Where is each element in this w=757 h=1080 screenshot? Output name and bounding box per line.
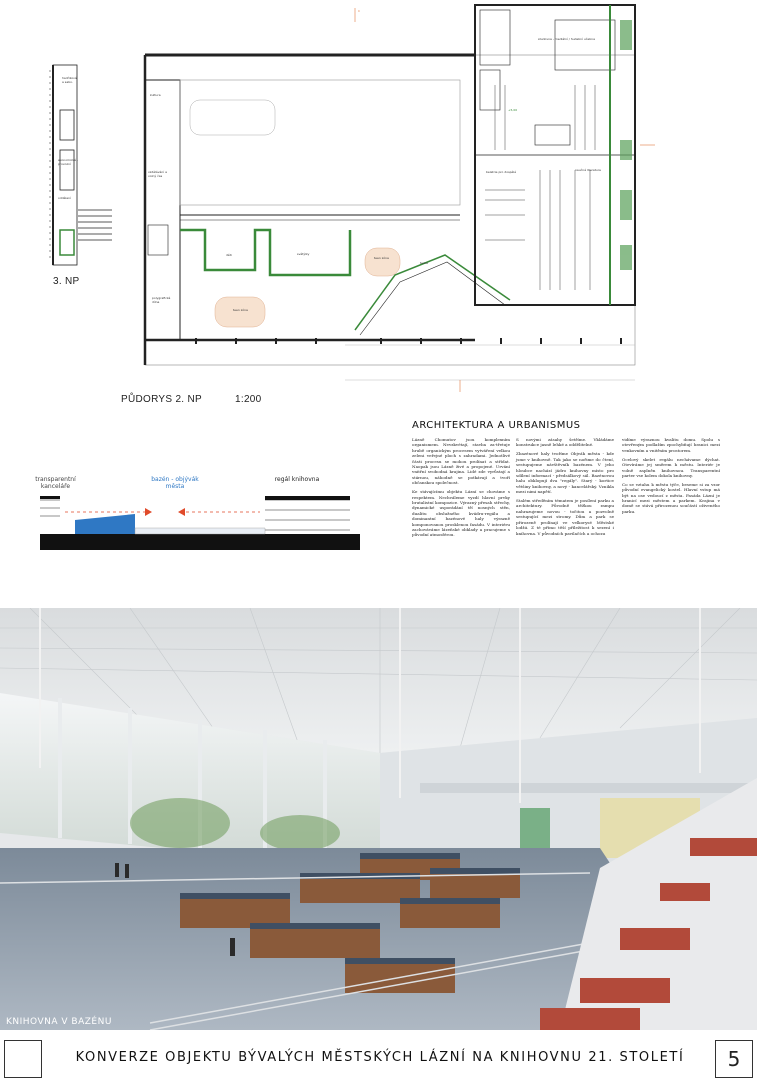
article-paragraph: Stalém středěním tématem je posílení parku a architektury. Původně těžkou rampu nahrazujeme novou - točitou a pozvolně sestupující mezi stromy. Dům a park se přirozeně prolínají ve velkorysé Městské lodžii. Z té přímo těší příležitost k sezení i knihovna. V původních pavilačích a ochozu — [516, 498, 614, 536]
label-tretina: terka — [420, 261, 428, 265]
article-paragraph: Co se vztahu k městu týče, beseme si za vzor původní evangelický kostel. Hlavní vstup má být na ose vedoucí z města. Fasáda Lázní je hranicí mezi městem a parkem. Krajina v domě se stává přirozenou součástí oživeného parku. — [622, 481, 720, 514]
second-floor-caption: PŮDORYS 2. NP — [121, 394, 202, 405]
article-paragraph: vidíme výraznou kvalitu domu. Spolu s otevřeným podlažím zpochybňují hranici mezi venkovním a vnitřním prostorem. — [622, 437, 720, 453]
label-level: +5,00 — [508, 108, 518, 112]
section-label-center: bazén - objývák města — [151, 476, 199, 490]
label-3np-mid: ekonomická - provozní — [58, 158, 79, 166]
label-teen-2: teen zóna — [233, 308, 248, 312]
label-naucna: naučná literatura — [575, 168, 601, 172]
page-number-box — [715, 1040, 753, 1078]
footer-logo-box — [4, 1040, 42, 1078]
plan-2np — [145, 5, 635, 380]
article-column-1 — [412, 437, 510, 541]
label-3np-lower: oddělení — [58, 196, 71, 200]
third-floor-caption: 3. NP — [53, 276, 80, 287]
label-kultura: kultura — [150, 93, 161, 97]
render-caption: KNIHOVNA V BAZÉNU — [6, 1017, 112, 1027]
section-label-left: transparentní kanceláře — [35, 476, 76, 490]
label-deti: děti — [226, 253, 232, 257]
article-paragraph: Ke stávajícímu objektu Lázní se chováme s respektem. Nechváleme vyzdí hlavní prvky brutalistní kompozice. Výrazný přesah střechy, dynamické usporádání tří nosných stěn, dualitu obslužného kvádru-regálu a dominantní bazénové haly výrazně komponovanou prosklenou fasádu. V interiéru zachováváme lázeňské obklady a pracujeme s původní atmosférou. — [412, 489, 510, 538]
section-label-right: regál knihovna — [274, 476, 320, 483]
dimension-marker: C — [358, 9, 361, 13]
page-number: 5 — [727, 1047, 741, 1071]
article-paragraph: Lázně Chomutov jsou komplexním organismem. Nevzkvétají, stavba za-třetuje hrubě organickým procesem vytváření velkou zeleni veřejné ploch s zahradami. Jednotlivé části procesu se mohou prolínat a střídat. Naopak jsou Lázně živé a propojené. Urvání vnitřní svobodná krajina. Lidé zde vyrůstají a stárnou, náhodně se potkávají a tvoří občanskou společnost. — [412, 437, 510, 486]
interior-render — [0, 608, 757, 1030]
label-beletrie: beletrie pro dospělé — [486, 170, 517, 174]
article-column-2 — [516, 437, 614, 539]
article-paragraph: Ocelový skelet regálu nechávame dýchat. Otevíráme jej směrem k městu. Interiér je volně zaplněn knihovnou. Transparentní parter vse kolem dokola knihovny. — [622, 456, 720, 478]
label-svetelky: světýlky — [297, 252, 310, 256]
label-vzdelavani: vzdělávání a volný čas — [148, 170, 167, 178]
article-paragraph: S novými zásahy šetříme. Vkládáme konstrukce jasně lehké a oddělitelné. — [516, 437, 614, 448]
label-studovna: studovna - mediální / hudební učebna — [538, 37, 595, 41]
plan-scale: 1:200 — [235, 394, 262, 405]
floor-plans — [0, 0, 757, 400]
label-polygraficka: polygrafická dílna — [152, 296, 171, 304]
label-teen: teen zóna — [374, 256, 389, 260]
article-column-3 — [622, 437, 720, 518]
label-3np-top: hadřiková a sabo. — [62, 76, 77, 84]
article-title: ARCHITEKTURA A URBANISMUS — [412, 420, 581, 431]
footer-title: KONVERZE OBJEKTU BÝVALÝCH MĚSTSKÝCH LÁZNÍ NA KNIHOVNU 21. STOLETÍ — [75, 1050, 685, 1065]
floor-plan-drawing — [0, 0, 757, 400]
article-paragraph: Zbazénové haly tvoříme Objvák města - kde jsme v knihovně. Tak jako se nořime do čtení, sestupujeme návštěvník bazénem. V jeho hloubce nachází jádro knihovny místo pro sdílení informací - předsálkový sál. Bazénovou halu obklopují dva "regály". Starý - kortice většiny knihovny, a nový - kancelářský. Vznikla mezi nimi napětí. — [516, 451, 614, 495]
